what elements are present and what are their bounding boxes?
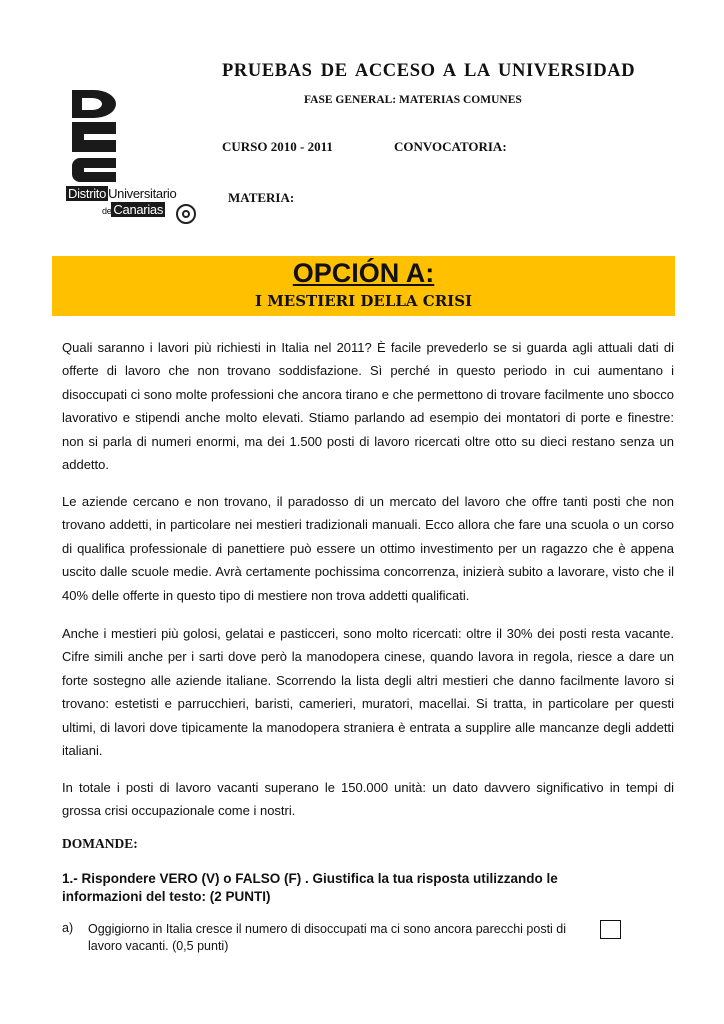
option-title: OPCIÓN A: xyxy=(292,258,435,288)
answer-box[interactable] xyxy=(600,920,621,939)
paragraph-3: Anche i mestieri più golosi, gelatai e pasticceri, sono molto ricercati: oltre il 30% dei posti resta vacante. Cifre simili anche per i sarti dove però la manodopera cinese, quando lavora in regola, riesce a dare un forte sostegno alle aziende italiane. Scorrendo la lista degli altri mestieri che danno facilmente lavoro si trovano: estetisti e parrucchieri, baristi, camerieri, muratori, macellai. Si tratta, in particolare per questi ultimi, di lavori dove tipicamente la manodopera straniera è entrata a supplire alle mancanze degli addetti italiani. xyxy=(62,626,674,759)
seal-icon xyxy=(176,204,196,224)
paragraph-1: Quali saranno i lavori più richiesti in Italia nel 2011? È facile prevederlo se si guarda agli attuali dati di offerte di lavoro che non trovano soddisfazione. Sì perché in questo periodo in cui aumentano i disoccupati ci sono molte professioni che ancora tirano e che permettono di trovare facilmente uno sbocco lavorativo e stipendi anche molto elevati. Stiamo parlando ad esempio dei montatori di porte e finestre: non si parla di numeri enormi, ma dei 1.500 posti di lavoro ricercati oltre otto su dieci restano senza un addetto. xyxy=(62,340,674,473)
paragraph-2: Le aziende cercano e non trovano, il paradosso di un mercato del lavoro che offre tanti posti che non trovano addetti, in particolare nei mestieri tradizionali manuali. Ecco allora che fare una scuola o un corso di qualifica professionale di panettiere può essere un ottimo investimento per un ragazzo che è appena uscito dalle scuole medie. Avrà certamente pochissima concorrenza, inizierà subito a lavorare, visto che il 40% delle offerte in questo tipo di mestiere non trova addetti qualificati. xyxy=(62,494,674,603)
question-item-letter: a) xyxy=(62,921,74,935)
option-subtitle: I MESTIERI DELLA CRISI xyxy=(254,292,473,310)
materia-label: MATERIA: xyxy=(228,190,295,205)
exam-subtitle: FASE GENERAL: MATERIAS COMUNES xyxy=(304,94,522,106)
curso-label: CURSO 2010 - 2011 xyxy=(222,139,333,154)
paragraph-4: In totale i posti di lavoro vacanti superano le 150.000 unità: un dato davvero significativo in tempi di grossa crisi occupazionale come i nostri. xyxy=(62,780,674,819)
duc-letters-mark xyxy=(68,88,120,184)
questions-heading: DOMANDE: xyxy=(62,836,138,851)
exam-title: PRUEBAS DE ACCESO A LA UNIVERSIDAD xyxy=(222,61,636,81)
question-item-text: Oggigiorno in Italia cresce il numero di disoccupati ma ci sono ancora parecchi posti di lavoro vacanti. (0,5 punti) xyxy=(88,922,567,953)
option-banner xyxy=(52,256,675,316)
logo-text-line1: Distrito Universitario xyxy=(68,186,177,201)
question-1: 1.- Rispondere VERO (V) o FALSO (F) . Giustifica la tua risposta utilizzando le informazioni del testo: (2 PUNTI) xyxy=(62,871,558,904)
convocatoria-label: CONVOCATORIA: xyxy=(394,139,507,154)
logo-text-line2: de Canarias xyxy=(102,202,164,217)
duc-logo xyxy=(62,88,202,228)
